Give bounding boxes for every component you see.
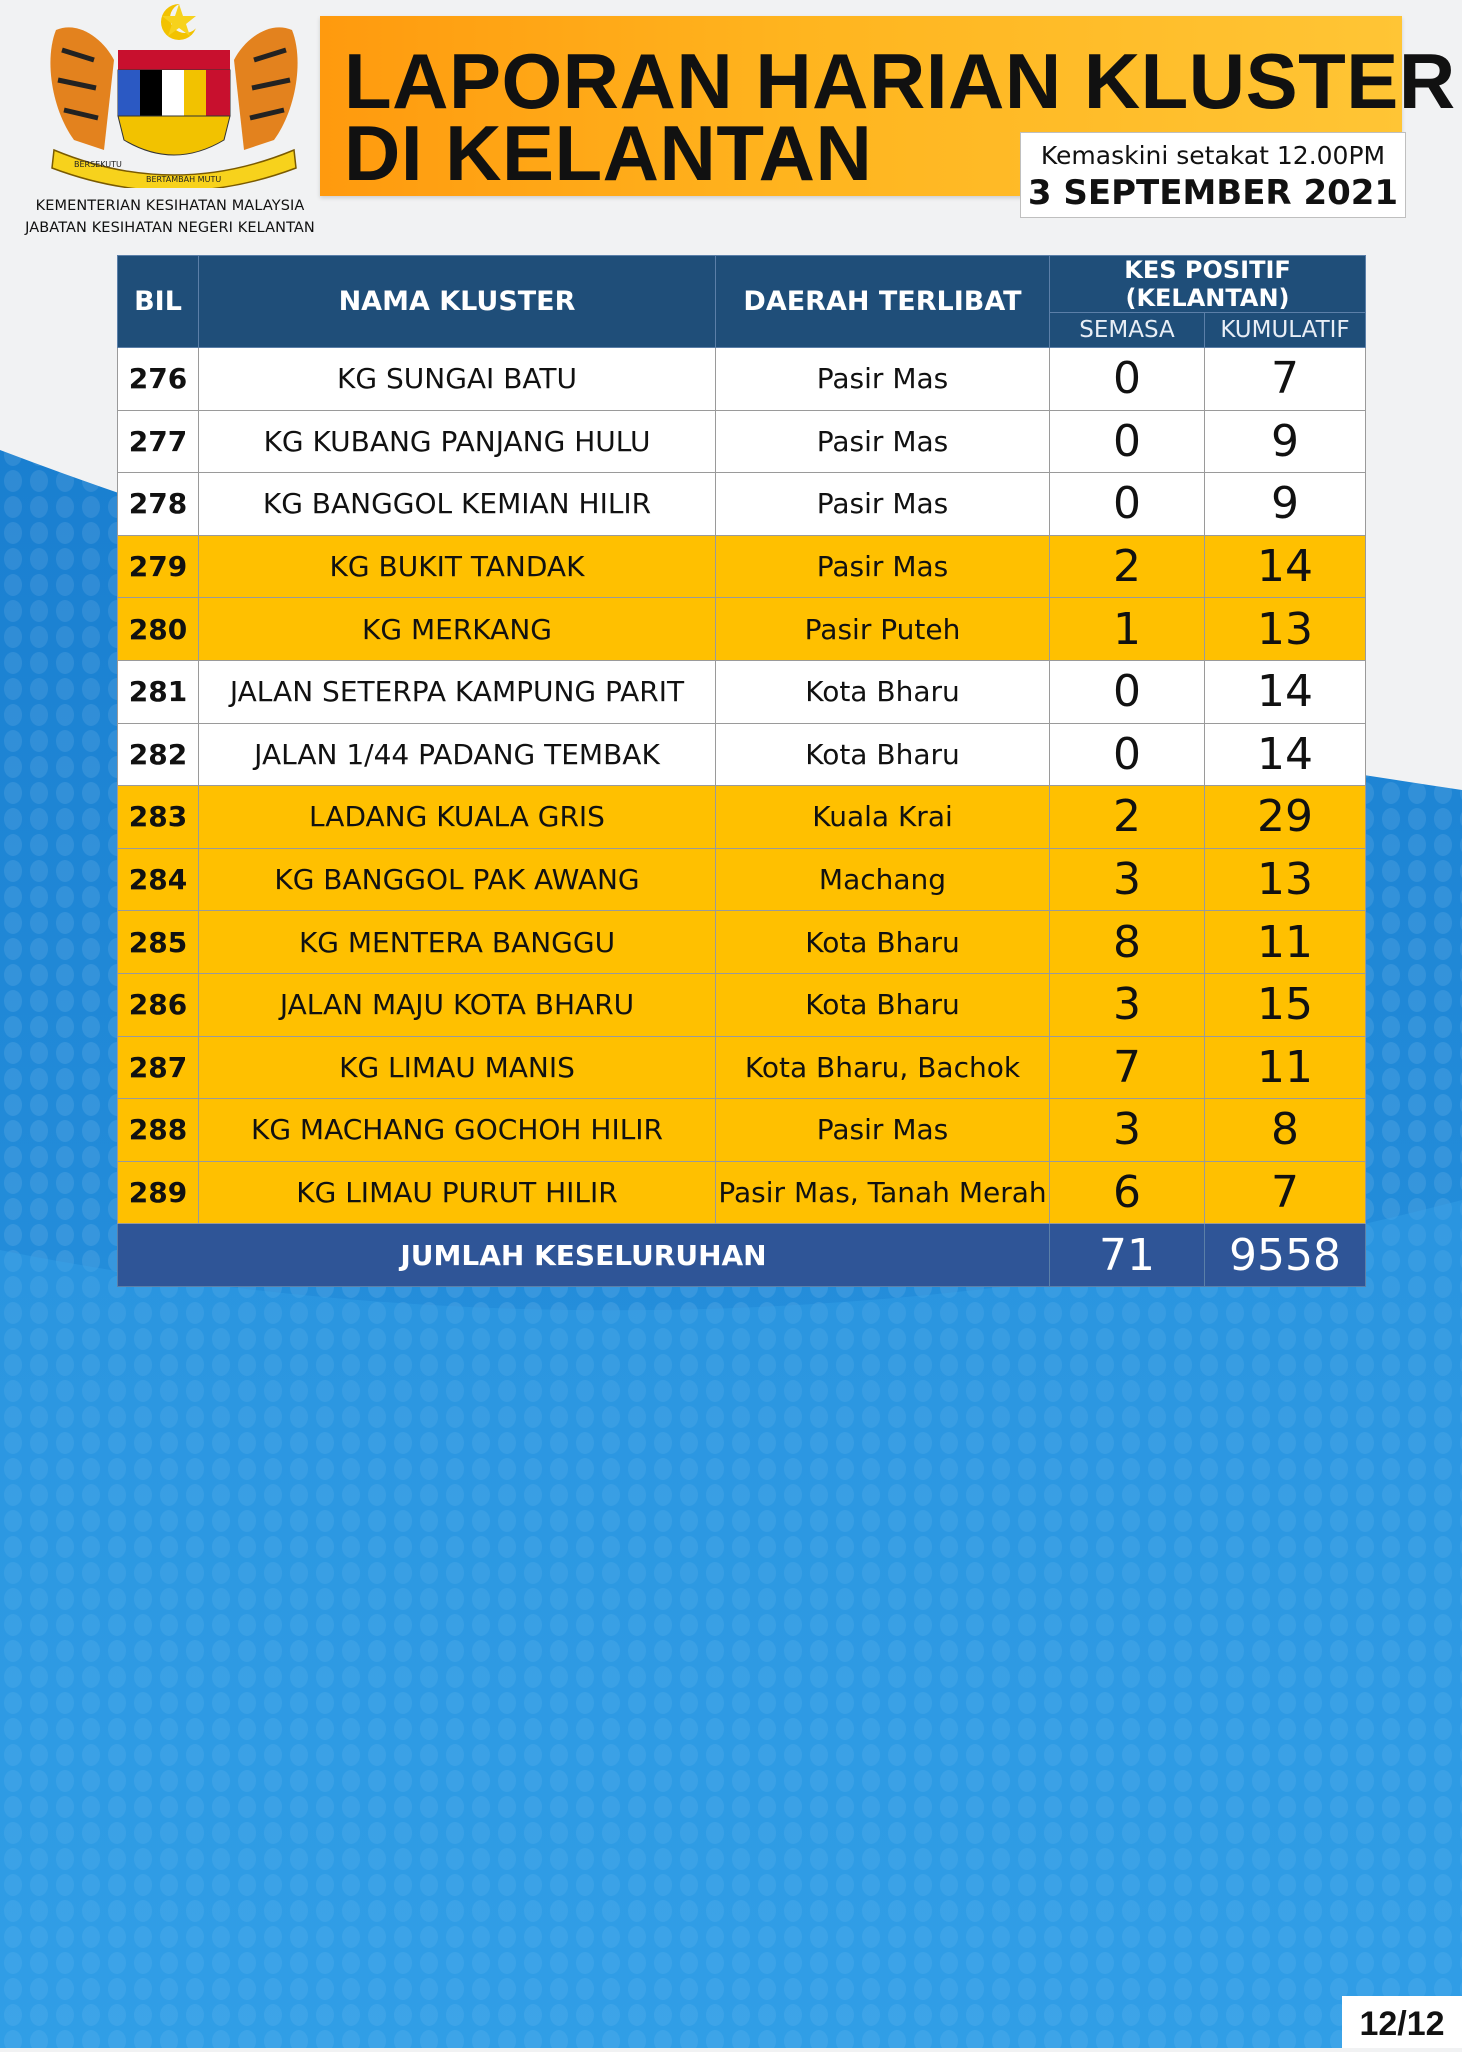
cell-nama-kluster: KG LIMAU MANIS bbox=[199, 1036, 716, 1099]
header-daerah-terlibat: DAERAH TERLIBAT bbox=[716, 256, 1050, 348]
cell-kumulatif: 11 bbox=[1205, 911, 1366, 974]
cell-daerah: Kuala Krai bbox=[716, 786, 1050, 849]
cell-kumulatif: 7 bbox=[1205, 1161, 1366, 1224]
cell-kumulatif: 14 bbox=[1205, 660, 1366, 723]
table-row bbox=[118, 786, 1366, 849]
cell-nama-kluster: LADANG KUALA GRIS bbox=[199, 786, 716, 849]
cell-nama-kluster: KG BANGGOL PAK AWANG bbox=[199, 848, 716, 911]
cell-semasa: 0 bbox=[1050, 348, 1205, 411]
cell-semasa: 3 bbox=[1050, 848, 1205, 911]
cell-nama-kluster: KG BANGGOL KEMIAN HILIR bbox=[199, 473, 716, 536]
total-row bbox=[118, 1224, 1366, 1287]
cell-kumulatif: 8 bbox=[1205, 1099, 1366, 1162]
total-label: JUMLAH KESELURUHAN bbox=[118, 1224, 1050, 1287]
svg-text:BERSEKUTU: BERSEKUTU bbox=[74, 160, 122, 169]
table-row bbox=[118, 723, 1366, 786]
cell-daerah: Machang bbox=[716, 848, 1050, 911]
cell-bil: 277 bbox=[118, 410, 199, 473]
cell-bil: 280 bbox=[118, 598, 199, 661]
cell-nama-kluster: JALAN SETERPA KAMPUNG PARIT bbox=[199, 660, 716, 723]
cell-bil: 282 bbox=[118, 723, 199, 786]
total-kumulatif: 9558 bbox=[1205, 1224, 1366, 1287]
cluster-table bbox=[117, 255, 1366, 1287]
cell-daerah: Kota Bharu bbox=[716, 911, 1050, 974]
total-semasa: 71 bbox=[1050, 1224, 1205, 1287]
table-row bbox=[118, 1036, 1366, 1099]
header-bil: BIL bbox=[118, 256, 199, 348]
cell-daerah: Kota Bharu bbox=[716, 973, 1050, 1036]
table-row bbox=[118, 973, 1366, 1036]
table-row bbox=[118, 848, 1366, 911]
coat-of-arms-logo bbox=[34, 0, 314, 188]
ministry-name: KEMENTERIAN KESIHATAN MALAYSIA bbox=[35, 198, 305, 214]
svg-text:BERTAMBAH MUTU: BERTAMBAH MUTU bbox=[146, 175, 222, 184]
cell-kumulatif: 11 bbox=[1205, 1036, 1366, 1099]
update-date: 3 SEPTEMBER 2021 bbox=[1027, 173, 1399, 213]
page-number: 12/12 bbox=[1342, 1996, 1462, 2048]
table-row bbox=[118, 348, 1366, 411]
cell-nama-kluster: KG KUBANG PANJANG HULU bbox=[199, 410, 716, 473]
cell-bil: 288 bbox=[118, 1099, 199, 1162]
cell-nama-kluster: KG SUNGAI BATU bbox=[199, 348, 716, 411]
cell-semasa: 6 bbox=[1050, 1161, 1205, 1224]
cell-semasa: 7 bbox=[1050, 1036, 1205, 1099]
table-body bbox=[118, 348, 1366, 1224]
header-semasa: SEMASA bbox=[1050, 313, 1205, 348]
cell-kumulatif: 9 bbox=[1205, 473, 1366, 536]
cell-bil: 285 bbox=[118, 911, 199, 974]
cell-bil: 287 bbox=[118, 1036, 199, 1099]
cell-nama-kluster: KG BUKIT TANDAK bbox=[199, 535, 716, 598]
cell-kumulatif: 29 bbox=[1205, 786, 1366, 849]
cell-bil: 278 bbox=[118, 473, 199, 536]
table-row bbox=[118, 535, 1366, 598]
table-row bbox=[118, 660, 1366, 723]
cell-daerah: Kota Bharu bbox=[716, 660, 1050, 723]
cell-nama-kluster: KG MACHANG GOCHOH HILIR bbox=[199, 1099, 716, 1162]
cell-kumulatif: 14 bbox=[1205, 535, 1366, 598]
cell-bil: 276 bbox=[118, 348, 199, 411]
table-row bbox=[118, 911, 1366, 974]
cell-nama-kluster: KG MENTERA BANGGU bbox=[199, 911, 716, 974]
cell-semasa: 0 bbox=[1050, 723, 1205, 786]
header-kumulatif: KUMULATIF bbox=[1205, 313, 1366, 348]
ministry-logo-block bbox=[20, 0, 320, 240]
cell-nama-kluster: KG LIMAU PURUT HILIR bbox=[199, 1161, 716, 1224]
shield-icon bbox=[118, 50, 230, 155]
cell-daerah: Pasir Puteh bbox=[716, 598, 1050, 661]
cell-bil: 289 bbox=[118, 1161, 199, 1224]
cell-kumulatif: 13 bbox=[1205, 848, 1366, 911]
cell-semasa: 3 bbox=[1050, 973, 1205, 1036]
cell-kumulatif: 9 bbox=[1205, 410, 1366, 473]
cell-bil: 283 bbox=[118, 786, 199, 849]
cell-bil: 284 bbox=[118, 848, 199, 911]
tiger-right-icon bbox=[234, 27, 298, 150]
cell-daerah: Pasir Mas bbox=[716, 348, 1050, 411]
cell-daerah: Pasir Mas bbox=[716, 535, 1050, 598]
cell-daerah: Kota Bharu, Bachok bbox=[716, 1036, 1050, 1099]
page-title-line-1: LAPORAN HARIAN KLUSTER bbox=[344, 37, 1456, 125]
cell-bil: 279 bbox=[118, 535, 199, 598]
cell-daerah: Pasir Mas bbox=[716, 410, 1050, 473]
crescent-star-icon bbox=[161, 3, 200, 40]
motto-ribbon-icon bbox=[52, 150, 296, 188]
table-row bbox=[118, 473, 1366, 536]
cell-kumulatif: 7 bbox=[1205, 348, 1366, 411]
update-date-box bbox=[1020, 132, 1406, 218]
cell-semasa: 0 bbox=[1050, 660, 1205, 723]
cell-bil: 286 bbox=[118, 973, 199, 1036]
update-caption: Kemaskini setakat 12.00PM bbox=[1040, 141, 1386, 170]
cell-bil: 281 bbox=[118, 660, 199, 723]
cell-daerah: Pasir Mas, Tanah Merah bbox=[716, 1161, 1050, 1224]
cell-semasa: 2 bbox=[1050, 535, 1205, 598]
department-name: JABATAN KESIHATAN NEGERI KELANTAN bbox=[25, 220, 315, 236]
cell-kumulatif: 14 bbox=[1205, 723, 1366, 786]
cell-semasa: 0 bbox=[1050, 473, 1205, 536]
cell-daerah: Pasir Mas bbox=[716, 473, 1050, 536]
cell-daerah: Pasir Mas bbox=[716, 1099, 1050, 1162]
cell-semasa: 3 bbox=[1050, 1099, 1205, 1162]
cell-semasa: 0 bbox=[1050, 410, 1205, 473]
cell-nama-kluster: KG MERKANG bbox=[199, 598, 716, 661]
cell-nama-kluster: JALAN 1/44 PADANG TEMBAK bbox=[199, 723, 716, 786]
cell-nama-kluster: JALAN MAJU KOTA BHARU bbox=[199, 973, 716, 1036]
header-kes-positif: KES POSITIF (KELANTAN) bbox=[1050, 256, 1366, 313]
cell-kumulatif: 13 bbox=[1205, 598, 1366, 661]
cell-semasa: 1 bbox=[1050, 598, 1205, 661]
cell-daerah: Kota Bharu bbox=[716, 723, 1050, 786]
table-row bbox=[118, 410, 1366, 473]
cell-kumulatif: 15 bbox=[1205, 973, 1366, 1036]
table-row bbox=[118, 1099, 1366, 1162]
table-row bbox=[118, 598, 1366, 661]
cell-semasa: 2 bbox=[1050, 786, 1205, 849]
tiger-left-icon bbox=[50, 27, 114, 150]
table-row bbox=[118, 1161, 1366, 1224]
page-title-line-2: DI KELANTAN bbox=[344, 109, 873, 197]
header-nama-kluster: NAMA KLUSTER bbox=[199, 256, 716, 348]
cell-semasa: 8 bbox=[1050, 911, 1205, 974]
